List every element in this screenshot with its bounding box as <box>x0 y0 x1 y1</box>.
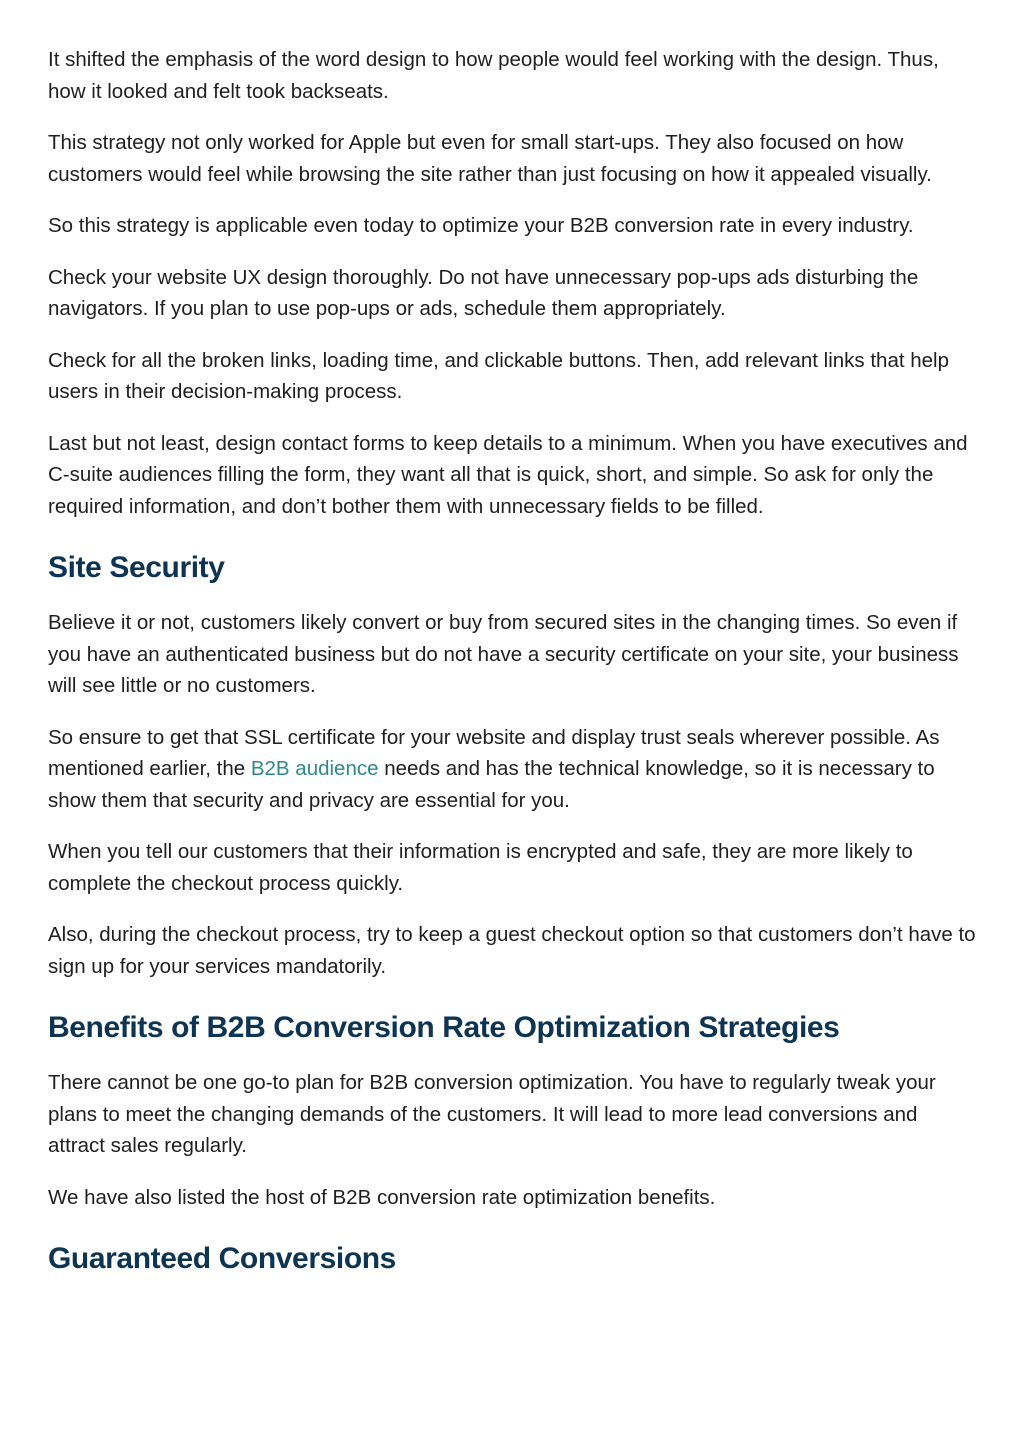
paragraph-encrypted-info: When you tell our customers that their information is encrypted and safe, they are more likely to complete the checkout process quickly. <box>48 840 913 895</box>
article-body <box>48 44 978 1298</box>
paragraph-strategy-applicable: So this strategy is applicable even today to optimize your B2B conversion rate in every industry. <box>48 214 914 237</box>
paragraph-contact-forms: Last but not least, design contact forms to keep details to a minimum. When you have executives and C-suite audiences filling the form, they want all that is quick, short, and simple. So ask for only the required information, and don’t bother them with unnecessary fields to be filled. <box>48 431 968 518</box>
heading-site-security: Site Security <box>48 551 225 584</box>
paragraph-benefits-listed: We have also listed the host of B2B conversion rate optimization benefits. <box>48 1185 716 1209</box>
paragraph-broken-links: Check for all the broken links, loading time, and clickable buttons. Then, add relevant links that help users in their decision-making process. <box>48 348 949 403</box>
paragraph-ssl-certificate <box>48 722 978 817</box>
paragraph-ssl-text-before: So ensure to get that SSL certificate for your website and display trust seals wherever possible. As mentioned earlier, the <box>48 725 940 780</box>
paragraph-go-to-plan: There cannot be one go-to plan for B2B conversion optimization. You have to regularly tweak your plans to meet the changing demands of the customers. It will lead to more lead conversions and attract sales regularly. <box>48 1071 936 1157</box>
heading-guaranteed-conversions: Guaranteed Conversions <box>48 1242 396 1275</box>
paragraph-ssl-text-after: needs and has the technical knowledge, so it is necessary to show them that security and privacy are essential for you. <box>48 757 935 812</box>
paragraph-ux-design: Check your website UX design thoroughly. Do not have unnecessary pop-ups ads disturbing the navigators. If you plan to use pop-ups or ads, schedule them appropriately. <box>48 265 919 320</box>
paragraph-secured-sites: Believe it or not, customers likely convert or buy from secured sites in the changing times. So even if you have an authenticated business but do not have a security certificate on your site, your business will see little or no customers. <box>48 611 959 697</box>
paragraph-design-emphasis: It shifted the emphasis of the word design to how people would feel working with the design. Thus, how it looked and felt took backseats. <box>48 48 939 103</box>
b2b-audience-link[interactable]: B2B audience <box>250 757 379 780</box>
paragraph-guest-checkout: Also, during the checkout process, try to keep a guest checkout option so that customers don’t have to sign up for your services mandatorily. <box>48 923 976 978</box>
heading-benefits: Benefits of B2B Conversion Rate Optimization Strategies <box>48 1011 840 1044</box>
paragraph-apple-strategy: This strategy not only worked for Apple but even for small start-ups. They also focused on how customers would feel while browsing the site rather than just focusing on how it appealed visually. <box>48 131 932 186</box>
